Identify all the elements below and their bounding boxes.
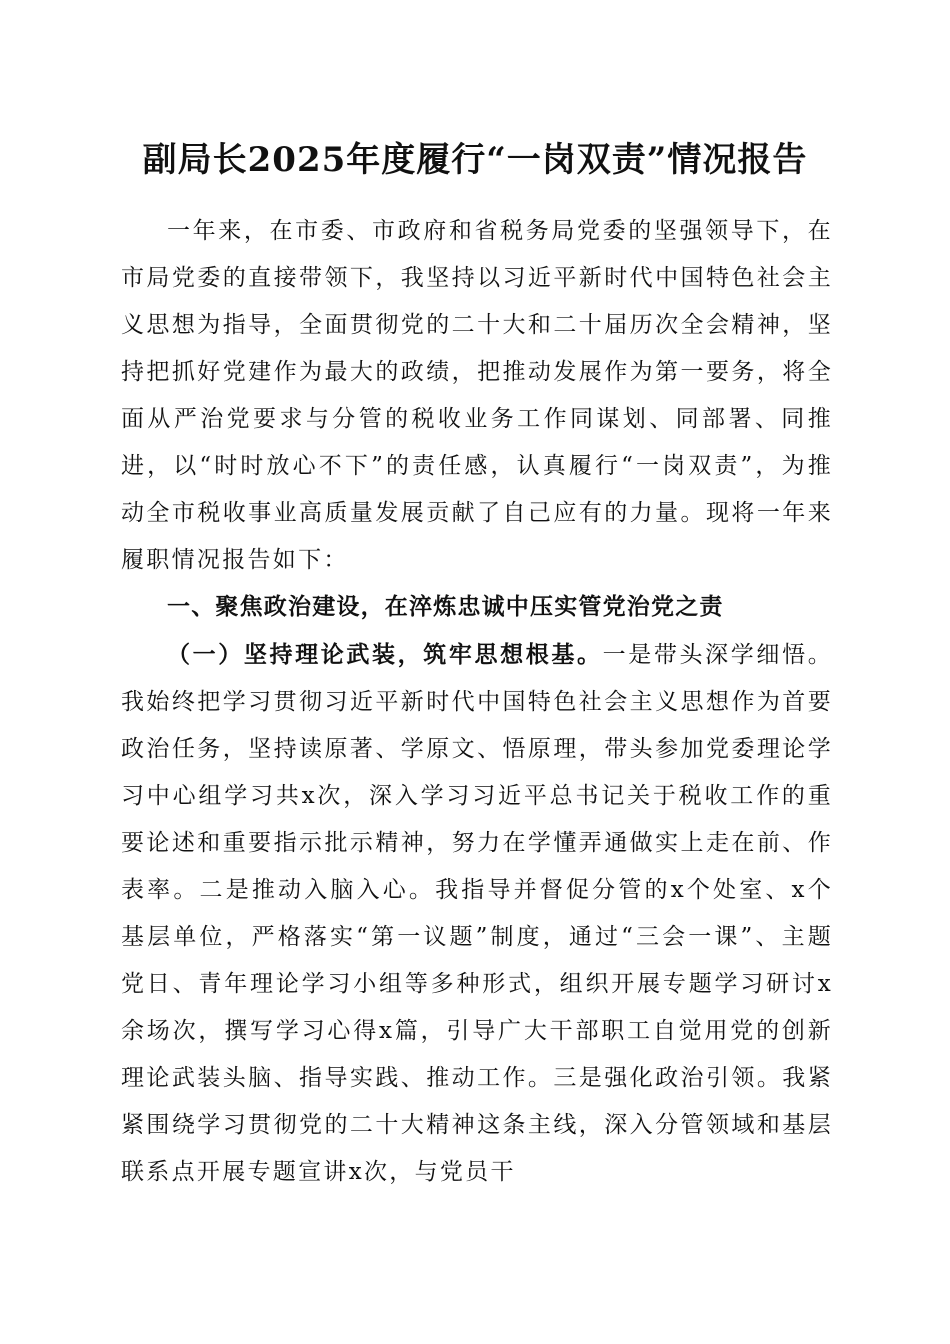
section-1-paragraph-1 (121, 631, 833, 1196)
document-title: 副局长2025年度履行“一岗双责”情况报告 (142, 140, 808, 180)
section-1-paragraph-1-body: 一是带头深学细悟。我始终把学习贯彻习近平新时代中国特色社会主义思想作为首要政治任务，坚持读原著、学原文、悟原理，带头参加党委理论学习中心组学习共x次，深入学习习近平总书记关于税收工作的重要论述和重要指示批示精神，努力在学懂弄通做实上走在前、作表率。二是推动入脑入心。我指导并督促分管的x个处室、x个基层单位，严格落实“第一议题”制度，通过“三会一课”、主题党日、青年理论学习小组等多种形式，组织开展专题学习研讨x余场次，撰写学习心得x篇，引导广大干部职工自觉用党的创新理论武装头脑、指导实践、推动工作。三是强化政治引领。我紧紧围绕学习贯彻党的二十大精神这条主线，深入分管领域和基层联系点开展专题宣讲x次，与党员干 (121, 642, 833, 1185)
document-body (121, 208, 833, 1196)
intro-paragraph: 一年来，在市委、市政府和省税务局党委的坚强领导下，在市局党委的直接带领下，我坚持以习近平新时代中国特色社会主义思想为指导，全面贯彻党的二十大和二十届历次全会精神，坚持把抓好党建作为最大的政绩，把推动发展作为第一要务，将全面从严治党要求与分管的税收业务工作同谋划、同部署、同推进，以“时时放心不下”的责任感，认真履行“一岗双责”，为推动全市税收事业高质量发展贡献了自己应有的力量。现将一年来履职情况报告如下： (121, 218, 833, 573)
section-1-subheading-1: （一）坚持理论武装，筑牢思想根基。 (167, 641, 603, 668)
section-1-heading: 一、聚焦政治建设，在淬炼忠诚中压实管党治党之责 (167, 594, 724, 620)
